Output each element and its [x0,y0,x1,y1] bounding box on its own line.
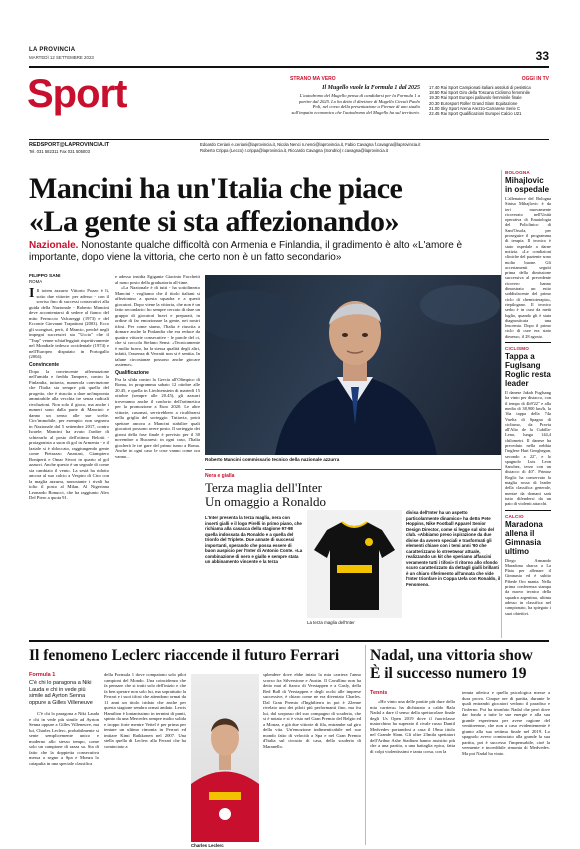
staff-line: Roberto Crippa (Lecco) r.crippa@laprovincia.it, Riccardo Cavagna (Sondrio) r.cavagna@laprovincia.it [200,147,388,153]
tv-item: 22.45 Rai Sport Qualificazioni Europei Calcio U21 [429,111,522,117]
headline-line: «La gente si sta affezionando» [29,205,399,238]
bottom-rule [29,640,549,642]
contacts-rule [29,139,549,140]
leclerc-text: C'è chi lo paragona a Niki Lauda e chi in vede più simile ad Ayrton Senna oppure a Gilles Villeneuve, ma lui, Charles Leclerc, probabilmente si sente semplicemente unico e moderno allo stesso tempo, come solo un campione di razza sa. Sta di fatto che la doppietta consecutiva messa a segno a Spa e Monza lo catapulta in una speciale classifica [29,711,99,766]
inter-col-1: L'Inter presenta la terza maglia, nera con inserti gialli e il logo Pirelli in primo piano, che richiama alla casacca della stagione 97-98 quella indossata da Ronaldo e a quella del trionfo del Triplete. Due annate di successi importanti, sperando che possa essere di buon auspicio per l'Inter di Antonio Conte. «La combinazione di nero e giallo e sempre stata un abbinamento vincente e la terza [205,515,303,564]
leclerc-photo [191,674,259,842]
tv-list [429,85,549,116]
brief-kicker: CICLISMO [505,346,530,352]
strano-title: Il Mugello vuole la Formula 1 dal 2025 [322,85,420,91]
brief-title: Maradona allena il Gimnasia ultimo [505,519,543,556]
section-title: Sport [27,72,127,116]
brief-calcio [505,514,551,616]
brief-text: Diego Armando Maradona sbarca a La Plata per allenare il Gimnasia ed è subito Pibede Oro mania. Nella prima conferenza stampa da nuovo tecnico della squadra argentina, ultima adesso in classifica nel campionato, ha spiegato i suoi obiettivi. [505,557,551,616]
tv-item: 20.30 Eurosport Roller Grand Slam Equitazione [429,100,518,106]
brief-kicker: CALCIO [505,513,524,519]
strano-text: L'autodromo del Mugello pensa di candidarsi per la Formula 1 a partire dal 2025. Lo ha detto il direttore di Mugello Circuit Paolo Poli, nel corso della presentazione a Firenze di uno studio sull'impatto economico che l'autodromo del Mugello ha sul territorio. [291,93,420,115]
brief-bologna [505,170,551,339]
article-paragraph: I Il totem azzurro Vittorio Pozzo è lì, sotto due vittorie: per adesso - con il sorriso fino di successi consecutivi alla guida della Nazionale - Roberto Mancini deve accontentarsi di sedere al fianco del mito Ferruccio Valcareggi (1973) e del Ecconte Giovanni Trapattoni (2003). Ecco gli scongiuri, però, il Mancio, perché negli impegni successivi sta "Uccio" che il "Trap" venne schiaffeggiati rispettivamente nel Mondiale tedesco occidentale (1974) e nell'Europeo disputato in Portogallo (2004). [29,286,109,359]
headline-line: Mancini ha un'Italia che piace [29,172,403,205]
drop-cap: I [29,286,35,301]
staff-line: Edoardo Ceriani e.ceriani@laprovincia.it, Nicola Nenci n.nenci@laprovincia.it, Fabio Cavagna f.cavagna@laprovincia.it [200,142,421,147]
masthead-rule [29,66,549,68]
leclerc-headline: Il fenomeno Leclerc riaccende il futuro Ferrari [29,647,340,664]
dateline: ROMA [29,279,43,284]
subhead: Convincente [29,361,60,368]
brief-text: Il danese Jakob Fuglsang ha vinto per distacco, con il tempo di 4h9'22" e alla media di 38,900 km/h, la 16a tappa della 74a Vuelta di Spagna di ciclismo, da Pravia all'Alto de la Cubilla-Lena, lunga 144,4 chilometri. Il danese ha preceduto nella nebbia l'inglese Hart Geoghegan, secondo a 22", e lo spagnolo Luis Leon Sanchez, terzo con un distacco di 40". Primoz Roglic ha conservato la maglia rossa di leader della classifica generale, mentre da domani sarà tutto difendersi da un paio di violenti attacchi. [505,390,551,507]
issue-date: MARTEDÌ 12 SETTEMBRE 2023 [29,55,94,60]
nadal-headline [370,647,550,683]
tv-item: 17.40 Rai Sport Campionati italiani assoluti di pesistica [429,85,531,90]
tv-item: 21.00 Sky Sport Arena Arezzo-Carrarese Serie C [429,105,521,111]
section-email[interactable]: REDSPORT@LAPROVINCIA.IT [29,142,110,148]
standfirst [29,240,474,264]
inter-jersey-photo [307,510,402,618]
main-headline [29,172,499,238]
article-paragraph: «La Nazionale è di tutti - ha sottolineato Mancini - vogliamo che il titolo italiani si affezionino a questa squadra e a questi giocatori. Dopo viene la vittoria, che non è un fatto secondario: ho sempre cercato di dare un gruppo di giocatori bravi e preparati, in ordine di far emozionare la gente, nei nostri tifosi. Per come siamo, l'Italia è riuscita a domare anche la Finlandia che era reduce da quattro vittorie consecutive - le parole del ct, che si coccola Stefano Sensi: «Tecnicamente è molto bravo, ha la stessa qualità degli altri, infatti, l'assenza di Verratti non si è sentita. In talune circostanze possono anche giocare assieme». [115,285,200,367]
inter-article [205,469,501,509]
article-paragraph: Fra la sfida contro la Grecia all'Olimpico di Roma, in programma sabato 12 ottobre alle 20.45, e quella in Liechtenstein di martedì 15 ottobre (sempre alle 20.45), gli azzurri troveranno anche il conforto dell'aritmetica per la promozione a Euro 2020. Le altre vittorie, casomai, servirebbero a ricalibrarsi nella griglia del sorteggio. Tuttavia, potrà spettare ancora a Mancini stabilire quali giocatori possono avere posto. Il sorteggio dei gironi della fase finale è previsto per il 30 novembre a Bucarest: in ogni caso, l'Italia giocherà le tre gare del primo turno a Roma. Anche in ogni caso le cose vanno come ora vanno... [115,376,200,459]
nadal-text: «Ho vinto una delle partite più dure della mia carriera» ha dichiarato a caldo Rafa Nadal a dare il senso della spettacolare finale degli Us Open 2019 dove il fuoriclasse maiorchino ha superato il rivale russo Daniil Medvedev portandosi a casa il 19mo titolo nel Grande Slam. Gli oltre 23mila spettatori dell'Arthur Ashe Stadium hanno assistito più che a una partita, a una battaglia epica, fatta di colpi violentissimi e tanta corsa, con la [370,699,455,754]
nadal-kicker: Tennis [370,690,388,696]
standfirst-kicker: Nazionale. [29,240,79,251]
nadal-text: tenuta atletica e quella psicologica messe a dura prova. Cinque ore di partita, durante le quali entrambi giocatori vedono il paradiso e l'inferno. Poi ha trionfato Nadal che però dove dar fondo a tutte le sue energie e alla sua grande esperienza per avere ragione del ventitreenne, che non a caso evidentemente è giunto alla sua settima finale nel 2019. Lo spagnolo avevo cominciato alla grande la sua partita, poi è successo l'impensabile, cioè la veemente e incredibile rimonta di Medvedev. Ma poi Nadal ha vinto. [462,690,550,756]
inter-kicker: Nera e gialla [205,473,235,479]
brief-ciclismo [505,346,551,507]
inter-title-line: Terza maglia dell'Inter [205,480,322,495]
nadal-col-2 [462,690,550,756]
article-paragraph: e adesso insidia Egigante Giacinto Facchetti al nono posto della graduatoria all-time. [115,274,200,285]
inter-rule [205,469,501,470]
contacts-block [29,142,189,154]
right-col-divider [501,170,502,638]
leclerc-photo-caption: Charles Leclerc [191,843,224,848]
leclerc-text: della Formula 1 dove compaiono solo pilot campioni del Mondo. Una coincidenza che fa pensare che si tratti solo dell'inizio e che fa ben sperare non solo lui, ma soprattutto la Ferrari e i suoi tifosi che attendono ormai da 11 anni un titolo iridato che anche per questa stagione sembra ormai andato. Lewis Hamilton è lontanissimo in termini di punti, spinto da una Mercedes sempre molto solida e troppo forte mentre Vettel è per prima per tentare un ultimo rimonta in Ferrari ed imitare Kimi Raikkonen nel 2007. Una stella quella di Leclerc alla Ferrari che ha cominciato a [104,672,186,749]
brief-title: Tappa a Fuglsang Roglic resta leader [505,352,551,389]
page-number: 33 [535,49,549,63]
brief-kicker: BOLOGNA [505,170,530,175]
standfirst-text: Nonostante qualche difficoltà con Armenia e Finlandia, il gradimento è alto «L'amore è importante, dopo viene la vittoria, che certo non è un fatto secondario» [29,240,463,263]
brief-rule [505,342,551,343]
brief-rule [505,510,551,511]
tv-item: 18.50 Rai Sport Giro della Toscana Ciclismo femminile [429,90,530,96]
leclerc-kicker: Formula 1 [29,672,56,678]
inter-title [205,481,501,509]
mancini-photo-caption: Roberto Mancini commissario tecnico della nazionale azzurra [205,457,340,462]
nadal-headline-line: È il successo numero 19 [370,665,527,682]
tv-item: 19.30 Rai Sport Europei pallavolo femminile finale [429,95,522,101]
strano-ma-vero-box [290,76,420,115]
tv-tag: OGGI IN TV [521,76,549,82]
author: FILIPPO SANI [29,274,61,279]
mancini-photo [205,275,501,455]
inter-col-2: divisa dell'Inter ha un aspetto particolarmente dinamico» ha detto Pete Hoppins, Nike Football Apparel Senior Design Director, come si legge sul sito del club. «Abbiamo preso ispirazione da due divise da avvero speciali e trasformati gli elementi chiave con i temi anni '90 che caratterizzano lo streetwear attuale, realizzando un kit che speriamo affascini veramente tutti i tifosi» Il ritorno allo sfondo scuro caratterizzato da dettagli gialli brillanti è un chiaro riferimento all'annata che vide l'Inter trionfare in Coppa Uefa con Ronaldo, il Fenomeno. [406,510,501,587]
subhead: Qualificazione [115,369,149,376]
leclerc-col-3 [263,672,361,749]
mancini-illustration [205,275,501,455]
strano-tag: STRANO MA VERO [290,76,336,82]
leclerc-col-1 [29,672,99,766]
paper-name: LA PROVINCIA [29,47,76,53]
main-col-2 [115,274,200,459]
masthead [29,47,549,65]
inter-photo-caption: La terza maglia dell'Inter [307,620,355,625]
section-phone: Tel. 031 582311 Fax 031 505003 [29,149,90,154]
nadal-col-1 [370,690,455,754]
bottom-divider [365,645,366,845]
brief-text: L'allenatore del Bologna Sinisa Mihajlovic è da ieri nuovamente ricoverato nell'Unità operativa di Ematologia del Policlinico di Sant'Orsola, per proseguire il programma di terapia. Il tecnico è stato ospedale a darne notizia. «Le condizioni cliniche del paziente sono molto buone. Gli accertamenti seguiti prima della dimissione successiva al precedente ricovero hanno dimostrato un esito soddisfacente del primo ciclo di chemioterapia», riepilogano. Il tecnico serbo è in cura da metà luglio, quando gli è stata diagnosticata una leucemia. Dopo il primo ciclo di cure era stato dimesso, il 28 agosto. [505,196,551,339]
leclerc-illustration [191,674,259,842]
nadal-headline-line: Nadal, una vittoria show [370,647,533,664]
brief-title: Mihajlovic in ospedale [505,176,550,194]
oggi-in-tv-box [429,76,549,116]
main-col-1 [29,274,109,501]
article-paragraph: Dopo la convincente affermazione nell'umida e fredda Tampere, contro la Finlandia, tuttavia, numerola convinzione che l'Italia sia sempre più quella del progetto, che è riuscito a dare un'impronta ammirabile alla vecchia tre senza radicali rivoluzioni. Non solo il gioco, ma anche i numeri sono dalla parte di Mancini: e danno un senso alle sue scelte. Circ'immobile, per esempio: non segnava in Nazionale dal 5 settembre 2017, contro Israele; Mancini ha avuto l'ardire di schierarlo al posto dell'ottimo Belotti - protagonista a suon di gol in Armenia - e il laziale si è sbloccato, raggiungendo gente come Pietrazzo Anastasi, Giampiero Boniperti e Omar Sivori in quarto al gol azzurri. Anche questo è un segnale di come sia cambiato il vento. La sestà ha ridotto ancora al suo calcio a Vespiro di Ciro con la maglia azzurra, nonostante i rivali ha tolto il posto al Milan. Al Nigeriana Leonardo Bonucci, che ha raggiunto Alex Del Piero a quota 91. [29,368,109,500]
right-column [505,170,551,616]
leclerc-text: splendere dove ebbe inizio la mia carriera l'anno scorso fra Silverstone e Austin. Il Cavallino non ha detto mai al fianco di Verstappen e a Gasly, della Red Bull di Verstappen e degli occhi alle imprese successive, è chiaro come ne era diventato Charles. Dal Gran Premio d'Inghilterra in poi è 22enne rivelato uno dei piloti più performanti fino, ma fra lui, dal sorpasso del suo compagno di scuderia, che si è notato e si è visto nel Gran Premio del Belgio ed a Monza, e già due vittorie di fila, entrambe sul giro della vita. Un'emozione indimenticabile nel suo mondo fatto di velocità a Spa e nel Gran Premio d'Italia sul circuito di casa, della scuderia di Maranello. [263,672,361,749]
inter-title-line: Un omaggio a Ronaldo [205,494,326,509]
staff-block [200,142,550,153]
leclerc-deck: C'è chi lo paragona a Niki Lauda e chi in vede più simile ad Ayrton Senna oppure a Gilles Villeneuve [29,680,93,706]
leclerc-col-2 [104,672,186,749]
jersey-illustration [307,510,402,618]
